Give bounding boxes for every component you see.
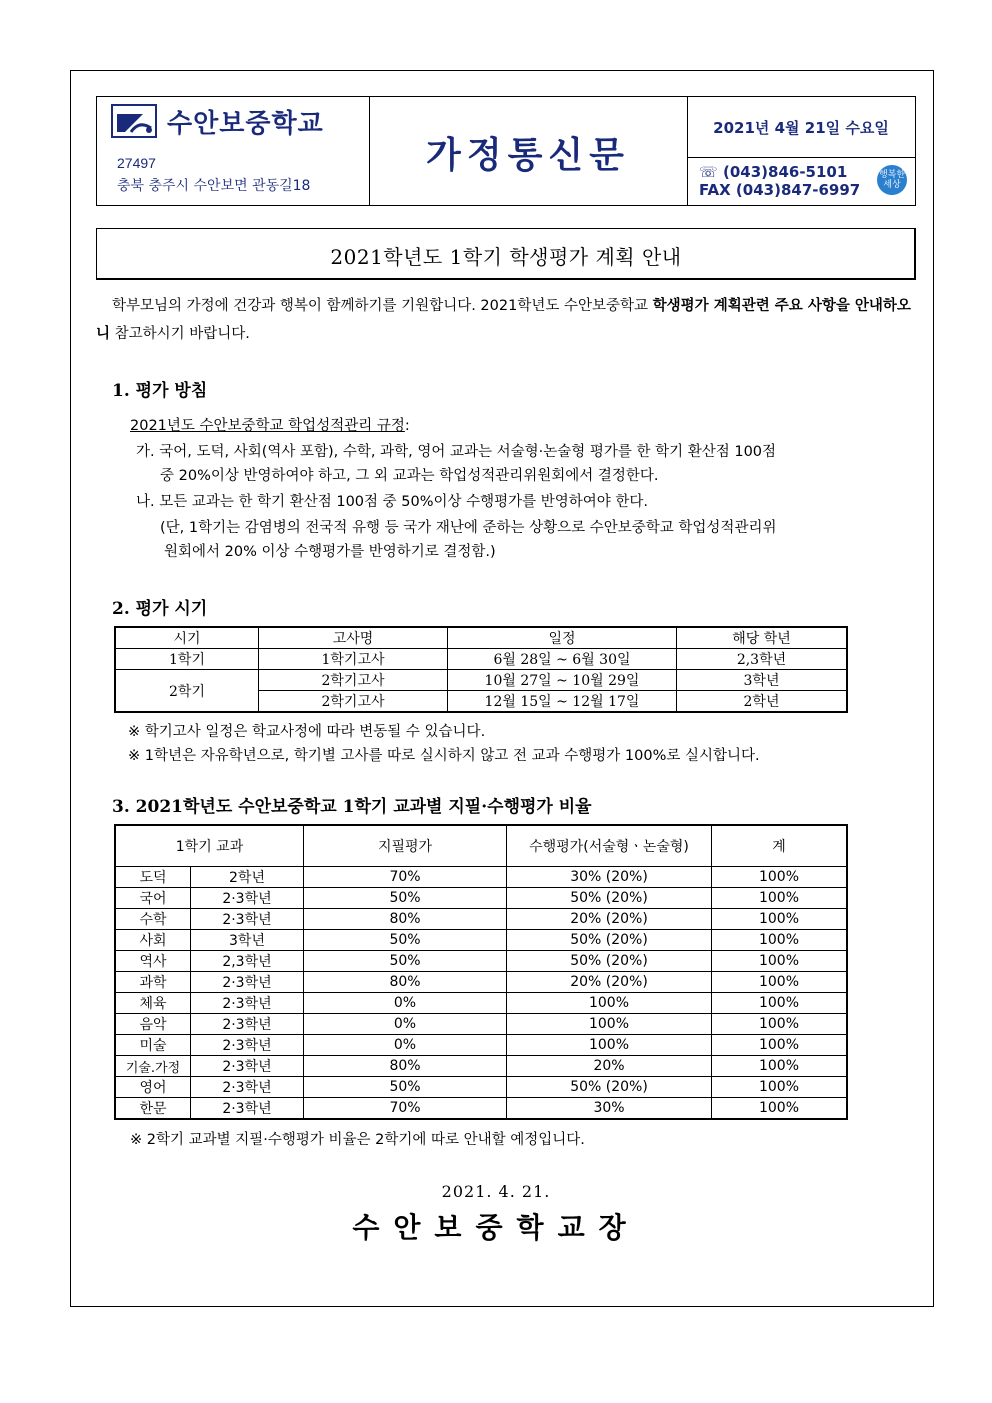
total-cell: 100% xyxy=(712,1014,848,1035)
written-cell: 0% xyxy=(304,993,507,1014)
rule-note-line2: 원회에서 20% 이상 수행평가를 반영하기로 결정함.) xyxy=(164,544,496,560)
written-cell: 70% xyxy=(304,867,507,888)
exam-cell: 2학기고사 xyxy=(259,691,448,713)
subject-cell: 국어 xyxy=(115,888,191,909)
grade-cell: 2·3학년 xyxy=(191,1098,304,1120)
rule-item-b: 나. 모든 교과는 한 학기 환산점 100점 중 50%이상 수행평가를 반영하여야 한다. xyxy=(136,494,649,510)
subject-cell: 체육 xyxy=(115,993,191,1014)
total-cell: 100% xyxy=(712,1077,848,1098)
column-header: 시기 xyxy=(115,627,259,649)
written-cell: 50% xyxy=(304,930,507,951)
written-cell: 50% xyxy=(304,1077,507,1098)
total-cell: 100% xyxy=(712,930,848,951)
column-header: 일정 xyxy=(448,627,677,649)
schedule-cell: 6월 28일 ~ 6월 30일 xyxy=(448,649,677,670)
written-cell: 80% xyxy=(304,1056,507,1077)
table-row xyxy=(115,1077,847,1098)
doc-type: 가정통신문 xyxy=(426,135,630,176)
performance-cell: 100% xyxy=(507,993,712,1014)
subject-cell: 사회 xyxy=(115,930,191,951)
term-cell: 1학기 xyxy=(115,649,259,670)
grade-cell: 2학년 xyxy=(677,691,848,713)
total-cell: 100% xyxy=(712,909,848,930)
doc-type-cell xyxy=(369,97,688,205)
school-address: 충북 충주시 수안보면 관동길18 xyxy=(117,178,311,194)
phone-number: ☏ (043)846-5101 xyxy=(699,163,848,181)
fax-number: FAX (043)847-6997 xyxy=(699,181,861,199)
section-1-heading: 1. 평가 방침 xyxy=(112,381,208,401)
table-row xyxy=(115,1014,847,1035)
table-row xyxy=(115,1056,847,1077)
column-header: 지필평가 xyxy=(304,825,507,867)
subject-cell: 수학 xyxy=(115,909,191,930)
column-header: 1학기 교과 xyxy=(115,825,304,867)
table-header-row xyxy=(115,825,847,867)
performance-cell: 100% xyxy=(507,1014,712,1035)
grade-cell: 3학년 xyxy=(677,670,848,691)
ratio-table xyxy=(114,824,848,1120)
grade-cell: 2,3학년 xyxy=(191,951,304,972)
term-cell: 2학기 xyxy=(115,670,259,713)
rule-item-a-line1: 가. 국어, 도덕, 사회(역사 포함), 수학, 과학, 영어 교과는 서술형·논술형 평가를 한 학기 환산점 100점 xyxy=(136,444,777,460)
written-cell: 80% xyxy=(304,909,507,930)
grade-cell: 3학년 xyxy=(191,930,304,951)
school-name: 수안보중학교 xyxy=(167,109,324,139)
grade-cell: 2·3학년 xyxy=(191,993,304,1014)
subject-cell: 미술 xyxy=(115,1035,191,1056)
total-cell: 100% xyxy=(712,993,848,1014)
grade-cell: 2·3학년 xyxy=(191,1014,304,1035)
rule-note-line1: (단, 1학기는 감염병의 전국적 유행 등 국가 재난에 준하는 상황으로 수안보중학교 학업성적관리위 xyxy=(160,520,777,536)
column-header: 고사명 xyxy=(259,627,448,649)
subject-cell: 영어 xyxy=(115,1077,191,1098)
total-cell: 100% xyxy=(712,951,848,972)
schedule-cell: 10월 27일 ~ 10월 29일 xyxy=(448,670,677,691)
date-row xyxy=(687,97,915,158)
subject-cell: 한문 xyxy=(115,1098,191,1120)
table-row xyxy=(115,670,847,691)
rule-title-line xyxy=(130,414,410,438)
total-cell: 100% xyxy=(712,1035,848,1056)
grade-cell: 2·3학년 xyxy=(191,972,304,993)
intro-paragraph xyxy=(96,292,916,348)
table-row xyxy=(115,888,847,909)
total-cell: 100% xyxy=(712,1056,848,1077)
subject-cell: 음악 xyxy=(115,1014,191,1035)
school-info xyxy=(97,97,370,205)
total-cell: 100% xyxy=(712,867,848,888)
table-row xyxy=(115,930,847,951)
performance-cell: 50% (20%) xyxy=(507,930,712,951)
schedule-table xyxy=(114,626,848,713)
subject-cell: 역사 xyxy=(115,951,191,972)
letterhead xyxy=(96,96,916,206)
postal-code: 27497 xyxy=(117,155,156,171)
subject-cell: 과학 xyxy=(115,972,191,993)
column-header: 해당 학년 xyxy=(677,627,848,649)
table-row xyxy=(115,1098,847,1120)
total-cell: 100% xyxy=(712,1098,848,1120)
grade-cell: 2·3학년 xyxy=(191,888,304,909)
performance-cell: 20% xyxy=(507,1056,712,1077)
exam-cell: 2학기고사 xyxy=(259,670,448,691)
table-row xyxy=(115,649,847,670)
written-cell: 50% xyxy=(304,888,507,909)
written-cell: 0% xyxy=(304,1035,507,1056)
issue-date: 2021년 4월 21일 수요일 xyxy=(713,119,889,137)
table-header-row xyxy=(115,627,847,649)
sign-date: 2021. 4. 21. xyxy=(441,1182,551,1201)
performance-cell: 50% (20%) xyxy=(507,888,712,909)
table-row xyxy=(115,951,847,972)
school-logo-icon xyxy=(111,104,157,138)
table-row xyxy=(115,1035,847,1056)
performance-cell: 100% xyxy=(507,1035,712,1056)
schedule-note-1: ※ 학기고사 일정은 학교사정에 따라 변동될 수 있습니다. xyxy=(128,724,486,740)
schedule-cell: 12월 15일 ~ 12월 17일 xyxy=(448,691,677,713)
column-header: 수행평가(서술형ㆍ논술형) xyxy=(507,825,712,867)
rule-title: 2021년도 수안보중학교 학업성적관리 규정 xyxy=(130,418,405,434)
performance-cell: 30% (20%) xyxy=(507,867,712,888)
subject-cell: 도덕 xyxy=(115,867,191,888)
table-row xyxy=(115,909,847,930)
rule-item-a-line2: 중 20%이상 반영하여야 하고, 그 외 교과는 학업성적관리위원회에서 결정한다. xyxy=(160,468,659,484)
grade-cell: 2·3학년 xyxy=(191,909,304,930)
table-row xyxy=(115,993,847,1014)
written-cell: 70% xyxy=(304,1098,507,1120)
title-box xyxy=(96,228,916,280)
page-title: 2021학년도 1학기 학생평가 계획 안내 xyxy=(330,245,682,269)
grade-cell: 2·3학년 xyxy=(191,1035,304,1056)
intro-bold: 학생평가 계획관련 주요 사항을 안내하오니 xyxy=(96,298,911,342)
table-row xyxy=(115,972,847,993)
total-cell: 100% xyxy=(712,888,848,909)
grade-cell: 2·3학년 xyxy=(191,1077,304,1098)
total-cell: 100% xyxy=(712,972,848,993)
column-header: 계 xyxy=(712,825,848,867)
written-cell: 0% xyxy=(304,1014,507,1035)
contact-cell xyxy=(687,97,915,205)
performance-cell: 20% (20%) xyxy=(507,909,712,930)
written-cell: 50% xyxy=(304,951,507,972)
exam-cell: 1학기고사 xyxy=(259,649,448,670)
grade-cell: 2·3학년 xyxy=(191,1056,304,1077)
intro-text-1: 학부모님의 가정에 건강과 행복이 함께하기를 기원합니다. 2021학년도 수안보중학교 xyxy=(112,298,653,314)
happiness-badge-icon: 행복한 세상 xyxy=(877,165,907,195)
performance-cell: 20% (20%) xyxy=(507,972,712,993)
schedule-note-2: ※ 1학년은 자유학년으로, 학기별 고사를 따로 실시하지 않고 전 교과 수행평가 100%로 실시합니다. xyxy=(128,748,760,764)
section-3-heading: 3. 2021학년도 수안보중학교 1학기 교과별 지필·수행평가 비율 xyxy=(112,797,592,817)
ratio-note: ※ 2학기 교과별 지필·수행평가 비율은 2학기에 따로 안내할 예정입니다. xyxy=(130,1132,585,1148)
principal-signature: 수안보중학교장 xyxy=(352,1211,640,1244)
grade-cell: 2학년 xyxy=(191,867,304,888)
table-row xyxy=(115,867,847,888)
grade-cell: 2,3학년 xyxy=(677,649,848,670)
section-2-heading: 2. 평가 시기 xyxy=(112,599,208,619)
rule-colon: : xyxy=(404,418,410,434)
intro-text-2: 참고하시기 바랍니다. xyxy=(110,326,250,342)
performance-cell: 50% (20%) xyxy=(507,951,712,972)
performance-cell: 30% xyxy=(507,1098,712,1120)
performance-cell: 50% (20%) xyxy=(507,1077,712,1098)
written-cell: 80% xyxy=(304,972,507,993)
subject-cell: 기술.가정 xyxy=(115,1056,191,1077)
